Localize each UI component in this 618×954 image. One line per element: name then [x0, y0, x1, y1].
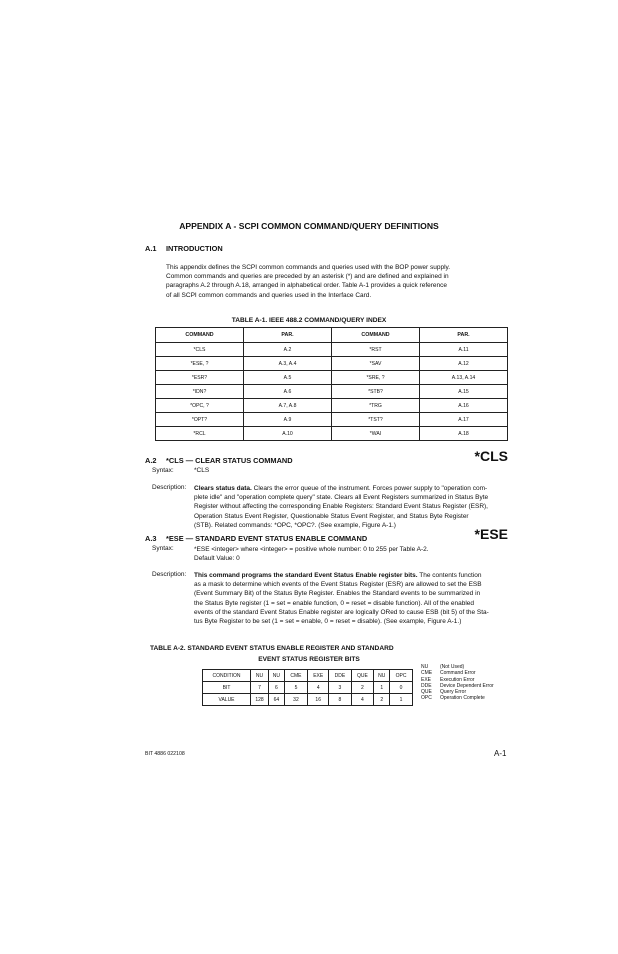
table-cell: A.15: [420, 385, 508, 399]
table-cell: 64: [268, 694, 284, 706]
table-cell: EXE: [308, 670, 329, 682]
description-lead: This command programs the standard Event Status Enable register bits.: [194, 572, 418, 579]
column-header: COMMAND: [332, 328, 420, 343]
footer-document-id: BIT 4886 022108: [145, 751, 185, 757]
column-header: PAR.: [244, 328, 332, 343]
syntax-label: Syntax:: [152, 467, 174, 474]
intro-line: This appendix defines the SCPI common commands and queries used with the BOP power supply.: [166, 264, 451, 271]
cls-description: [194, 484, 510, 530]
section-title-intro: INTRODUCTION: [166, 244, 223, 253]
table-cell: A.11: [420, 343, 508, 357]
table-cell: 6: [268, 682, 284, 694]
description-line: [194, 484, 510, 493]
intro-line: of all SCPI common commands and queries used in the Interface Card.: [166, 291, 372, 299]
table-cell: *TRG: [332, 399, 420, 413]
table-row: [156, 343, 508, 357]
legend-value: Command Error: [440, 670, 476, 677]
table-cell: A.6: [244, 385, 332, 399]
table-row: [203, 682, 413, 694]
command-index-table: [155, 327, 508, 441]
description-line: plete idle" and "operation complete query" state. Clears all Event Registers summarized in Status Byte: [194, 494, 489, 502]
description-line: events of the standard Event Status Enable register are logically ORed to cause ESB (bit 5) of the Sta-: [194, 608, 489, 616]
legend-value: Device Dependent Error: [440, 682, 494, 689]
ese-description: [194, 571, 510, 626]
table-cell: *CLS: [156, 343, 244, 357]
table-cell: *RCL: [156, 427, 244, 441]
table-cell: *SRE, ?: [332, 371, 420, 385]
table-cell: NU: [268, 670, 284, 682]
table-cell: *IDN?: [156, 385, 244, 399]
legend-key: OPC: [421, 695, 432, 702]
legend-key: EXE: [421, 676, 432, 683]
section-title-ese: *ESE — STANDARD EVENT STATUS ENABLE COMMAND: [166, 534, 368, 543]
table-cell: *ESE, ?: [156, 357, 244, 371]
table-row: [203, 694, 413, 706]
table-cell: A.16: [420, 399, 508, 413]
legend-key: CME: [421, 670, 433, 677]
description-line: as a mask to determine which events of the Event Status Register (ESR) are allowed to set the ESB: [194, 581, 482, 589]
description-line: [194, 571, 510, 580]
default-value: Default Value: 0: [194, 555, 240, 563]
status-bits-table: [202, 669, 413, 706]
table-cell: A.7, A.8: [244, 399, 332, 413]
table-cell: 4: [351, 694, 374, 706]
table-cell: A.9: [244, 413, 332, 427]
table-row: [156, 371, 508, 385]
table-cell: QUE: [351, 670, 374, 682]
legend-item: [421, 695, 494, 701]
table-cell: DDE: [329, 670, 351, 682]
description-label: Description:: [152, 484, 187, 491]
table-cell: 0: [390, 682, 413, 694]
table-cell: A.10: [244, 427, 332, 441]
table-row: [156, 427, 508, 441]
table-cell: 7: [251, 682, 269, 694]
table-row: [156, 399, 508, 413]
table-cell: 2: [374, 694, 390, 706]
table-cell: CONDITION: [203, 670, 251, 682]
description-lead: Clears status data.: [194, 485, 252, 492]
table-a2-title-line2: EVENT STATUS REGISTER BITS: [258, 656, 360, 663]
table-cell: *OPC, ?: [156, 399, 244, 413]
table-header-row: [156, 328, 508, 343]
legend-key: QUE: [421, 689, 432, 696]
table-row: [156, 385, 508, 399]
table-cell: *TST?: [332, 413, 420, 427]
page-title: APPENDIX A - SCPI COMMON COMMAND/QUERY DEFINITIONS: [179, 221, 439, 231]
table-cell: 1: [390, 694, 413, 706]
table-a1-title: TABLE A-1. IEEE 488.2 COMMAND/QUERY INDEX: [231, 317, 387, 324]
section-number-ese: A.3: [145, 534, 157, 543]
table-cell: 16: [308, 694, 329, 706]
table-cell: NU: [251, 670, 269, 682]
ese-syntax: [194, 545, 514, 563]
description-text: Clears the error queue of the instrument. Forces power supply to "operation com-: [251, 485, 488, 492]
column-header: PAR.: [420, 328, 508, 343]
table-row: [156, 357, 508, 371]
table-a2-title-line1: TABLE A-2. STANDARD EVENT STATUS ENABLE REGISTER AND STANDARD: [150, 645, 394, 652]
table-row: [156, 413, 508, 427]
table-cell: 8: [329, 694, 351, 706]
table-cell: *ESR?: [156, 371, 244, 385]
table-cell: *SAV: [332, 357, 420, 371]
intro-line: paragraphs A.2 through A.18, arranged in alphabetical order. Table A-1 provides a quick reference: [166, 282, 448, 290]
description-text: The contents function: [417, 572, 482, 579]
table-cell: A.5: [244, 371, 332, 385]
legend-value: Operation Complete: [440, 695, 485, 702]
table-cell: 4: [308, 682, 329, 694]
description-line: the Status Byte register (1 = set = enable function, 0 = reset = disable function). All of the enabled: [194, 599, 475, 607]
intro-paragraph: [166, 263, 510, 300]
section-number-cls: A.2: [145, 456, 157, 465]
syntax-value: *ESE <integer> where <integer> = positive whole number: 0 to 255 per Table A-2.: [194, 546, 429, 553]
table-cell: 32: [284, 694, 307, 706]
table-cell: NU: [374, 670, 390, 682]
table-cell: A.12: [420, 357, 508, 371]
syntax-value: *CLS: [194, 467, 210, 474]
legend-key: NU: [421, 664, 429, 670]
table-cell: *STB?: [332, 385, 420, 399]
table-cell: A.2: [244, 343, 332, 357]
table-cell: CME: [284, 670, 307, 682]
column-header: COMMAND: [156, 328, 244, 343]
description-line: (Event Summary Bit) of the Status Byte Register. Enables the Standard events to be summarized in: [194, 590, 481, 598]
description-line: (STB). Related commands: *OPC, *OPC?. (See example, Figure A-1.): [194, 521, 396, 529]
description-label: Description:: [152, 571, 187, 578]
table-cell: 1: [374, 682, 390, 694]
legend-value: (Not Used): [440, 664, 465, 670]
syntax-label: Syntax:: [152, 545, 174, 552]
table-cell: VALUE: [203, 694, 251, 706]
table-cell: A.13, A.14: [420, 371, 508, 385]
big-command-ese: *ESE: [474, 526, 508, 542]
intro-line: Common commands and queries are preceded by an asterisk (*) and are defined and explained in: [166, 273, 449, 281]
description-line: tus Byte Register to be set (1 = set = enable, 0 = reset = disable). (See example, Figure A-1.): [194, 618, 462, 626]
section-number-intro: A.1: [145, 244, 157, 253]
legend-key: DDE: [421, 682, 432, 689]
table-cell: OPC: [390, 670, 413, 682]
table-cell: 5: [284, 682, 307, 694]
table-cell: A.3, A.4: [244, 357, 332, 371]
table-cell: BIT: [203, 682, 251, 694]
table-cell: A.17: [420, 413, 508, 427]
table-cell: 3: [329, 682, 351, 694]
table-cell: *RST: [332, 343, 420, 357]
description-line: Operation Status Event Register, Questionable Status Event Register, and Status Byte Register: [194, 512, 469, 520]
legend-value: Execution Error: [440, 676, 475, 683]
table-cell: *WAI: [332, 427, 420, 441]
bits-legend: [421, 664, 494, 702]
section-title-cls: *CLS — CLEAR STATUS COMMAND: [166, 456, 293, 465]
table-cell: A.18: [420, 427, 508, 441]
table-row: [203, 670, 413, 682]
table-cell: *OPT?: [156, 413, 244, 427]
legend-value: Query Error: [440, 689, 467, 696]
footer-page-number: A-1: [494, 749, 507, 758]
big-command-cls: *CLS: [474, 448, 508, 464]
description-line: Register without affecting the corresponding Enable Registers: Standard Event Status Register (ESR),: [194, 503, 488, 511]
table-cell: 128: [251, 694, 269, 706]
table-cell: 2: [351, 682, 374, 694]
